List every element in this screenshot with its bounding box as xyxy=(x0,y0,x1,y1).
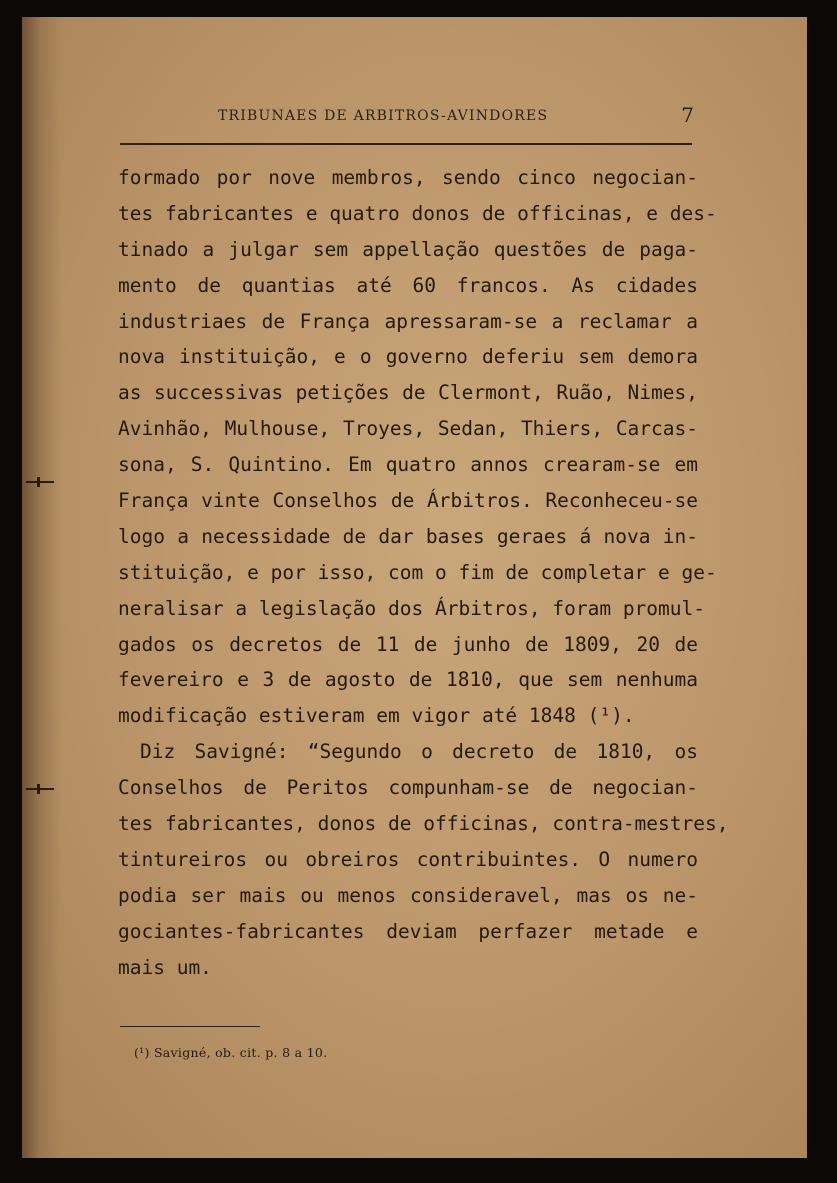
text-line: stituição, e por isso, com o fim de completar e ge- xyxy=(118,560,717,584)
text-line: as successivas petições de Clermont, Ruão, Nimes, xyxy=(118,381,698,405)
book-page xyxy=(22,17,807,1158)
text-line: gociantes-fabricantes deviam perfazer metade e xyxy=(118,919,698,943)
text-line: Diz Savigné: “Segundo o decreto de 1810, os xyxy=(140,740,698,764)
text-line: logo a necessidade de dar bases geraes á nova in- xyxy=(118,524,698,548)
text-line: França vinte Conselhos de Árbitros. Reconheceu-se xyxy=(118,489,698,513)
text-line: formado por nove membros, sendo cinco negocian- xyxy=(118,166,698,189)
text-line: industriaes de França apressaram-se a reclamar a xyxy=(118,309,698,333)
text-line: Conselhos de Peritos compunham-se de negocian- xyxy=(118,776,698,800)
text-line: neralisar a legislação dos Árbitros, foram promul- xyxy=(118,596,705,620)
text-line: gados os decretos de 11 de junho de 1809, 20 de xyxy=(118,632,698,656)
text-line: tes fabricantes, donos de officinas, contra-mestres, xyxy=(118,812,729,836)
text-line: podia ser mais ou menos consideravel, mas os ne- xyxy=(118,883,698,907)
text-line: nova instituição, e o governo deferiu sem demora xyxy=(118,345,698,369)
text-line: sona, S. Quintino. Em quatro annos crearam-se em xyxy=(118,453,698,477)
text-line: mais um. xyxy=(118,955,212,979)
running-header xyxy=(218,105,694,129)
text-line: mento de quantias até 60 francos. As cidades xyxy=(118,273,698,297)
text-line: modificação estiveram em vigor até 1848 (¹). xyxy=(118,704,635,728)
footnote-rule xyxy=(120,1026,260,1027)
binding-stitch xyxy=(22,784,58,794)
running-title: TRIBUNAES DE ARBITROS-AVINDORES xyxy=(218,108,549,124)
text-line: Avinhão, Mulhouse, Troyes, Sedan, Thiers, Carcas- xyxy=(118,417,698,441)
text-line: tes fabricantes e quatro donos de officinas, e des- xyxy=(118,201,717,225)
header-rule xyxy=(120,143,692,145)
page-number: 7 xyxy=(681,103,694,127)
page-gutter xyxy=(22,17,62,1158)
text-line: tintureiros ou obreiros contribuintes. O numero xyxy=(118,847,698,871)
binding-stitch xyxy=(22,477,58,487)
text-line: fevereiro e 3 de agosto de 1810, que sem nenhuma xyxy=(118,668,698,692)
body-text xyxy=(118,160,729,985)
footnote: (¹) Savigné, ob. cit. p. 8 a 10. xyxy=(134,1045,328,1060)
text-line: tinado a julgar sem appellação questões de paga- xyxy=(118,237,698,261)
